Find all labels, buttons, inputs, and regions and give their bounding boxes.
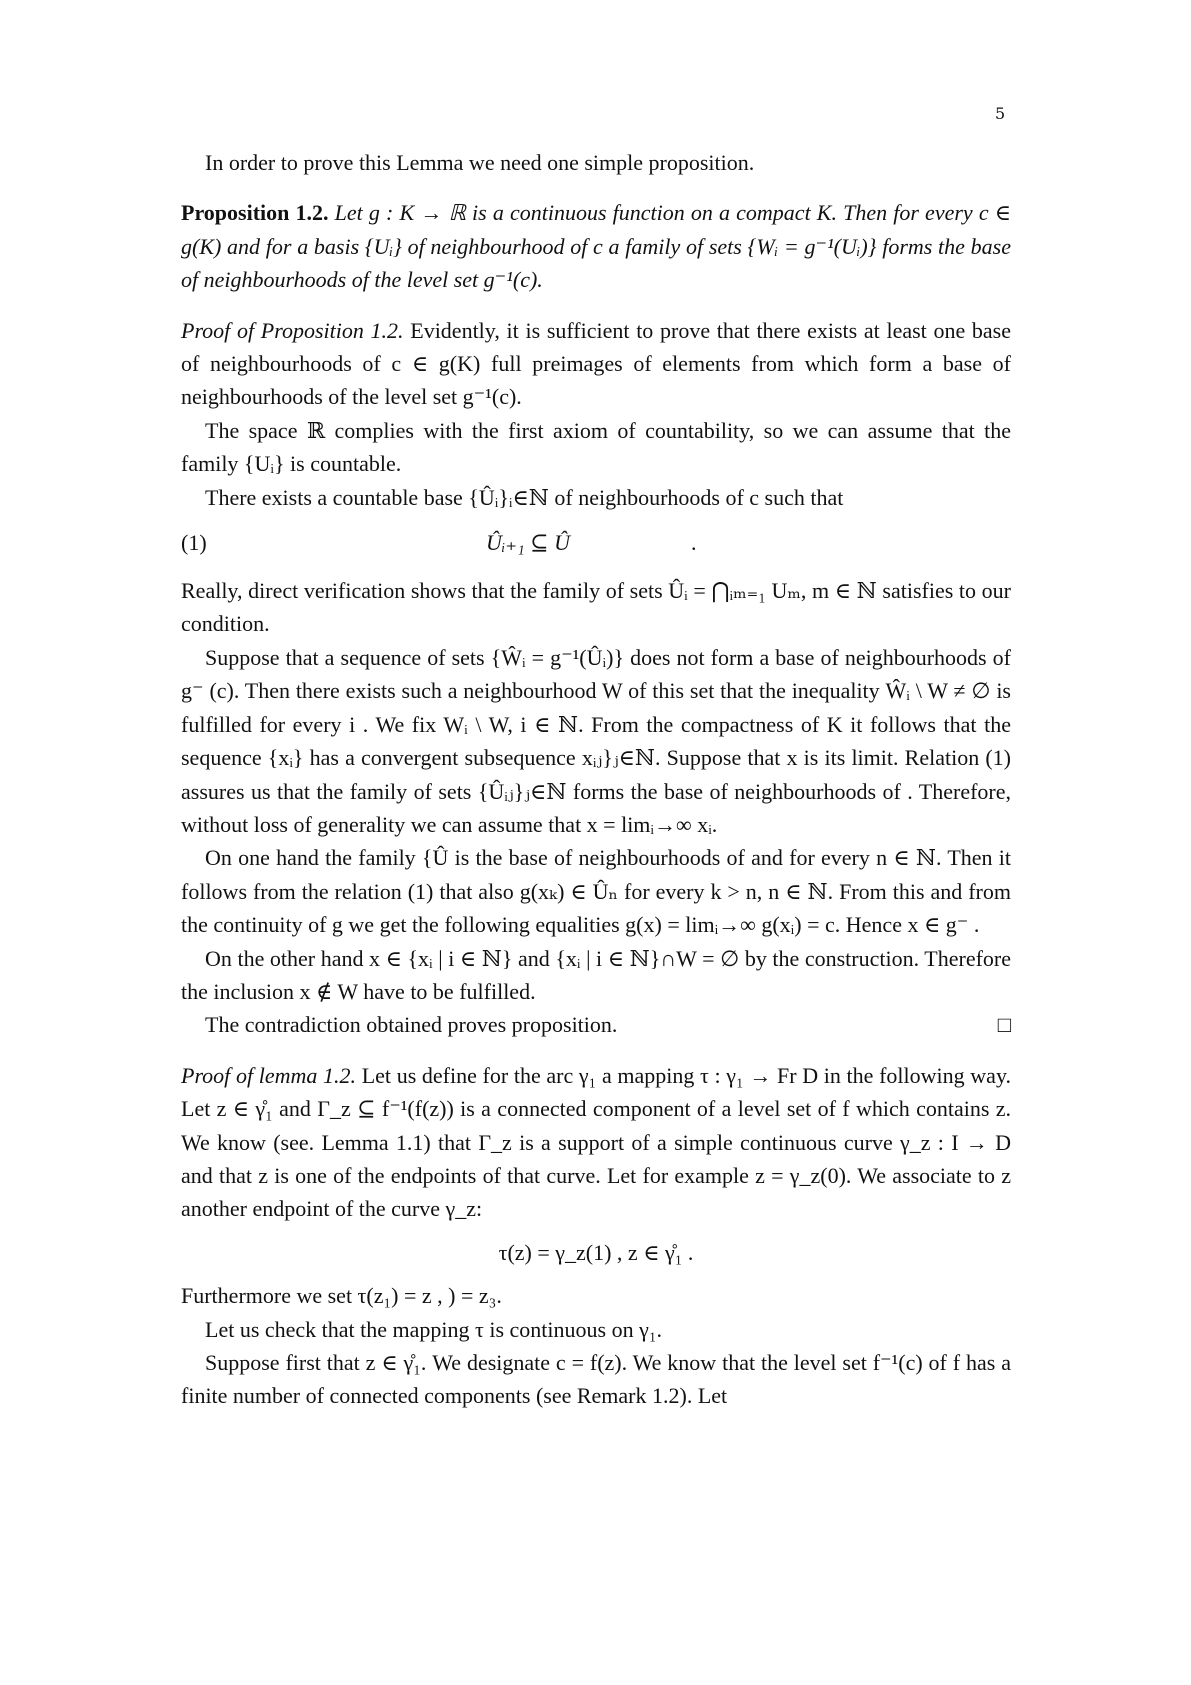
proof-lemma-label: Proof of lemma 1.2.	[181, 1062, 357, 1088]
proof-prop-paragraph-6: On one hand the family {Û is the base of neighbourhoods of and for every n ∈ ℕ. Then it follows from the relation (1) that also g(xₖ) ∈ Ûₙ for every k > n, n ∈ ℕ. From this and from the continuity of g we get the following equalities g(x) = limᵢ→∞ g(xᵢ) = c. Hence x ∈ g⁻ .	[181, 845, 1011, 938]
qed-square-icon: □	[997, 1012, 1011, 1038]
proof-lemma-text-1: Let us define for the arc γ₁ a mapping τ : γ₁ → Fr D in the following way. Let z ∈ γ̊₁ and Γ_z ⊆ f⁻¹(f(z)) is a connected component of a level set of f which contains z. We know (see. Lemma 1.1) that Γ_z is a support of a simple continuous curve γ_z : I → D and that z is one of the endpoints of that curve. Let for example z = γ_z(0). We associate to z another endpoint of the curve γ_z:	[181, 1062, 1012, 1222]
proof-lemma-paragraph-4: Suppose first that z ∈ γ̊₁. We designate c = f(z). We know that the level set f⁻¹(c) of f has a finite number of connected components (see Remark 1.2). Let	[181, 1350, 1011, 1409]
proof-lemma-paragraph-2: Furthermore we set τ(z₁) = z , ) = z₃.	[181, 1283, 502, 1309]
page-number: 5	[995, 104, 1006, 123]
proof-prop-label: Proof of Proposition 1.2.	[181, 317, 404, 343]
proof-prop-paragraph-8: The contradiction obtained proves proposition.	[205, 1012, 618, 1038]
proof-prop-paragraph-3: There exists a countable base {Ûᵢ}ᵢ∈ℕ of neighbourhoods of c such that	[205, 484, 844, 510]
equation-1	[181, 514, 1011, 574]
proof-prop-paragraph-4: Really, direct verification shows that the family of sets Ûᵢ = ⋂ᵢₘ₌₁ Uₘ, m ∈ ℕ satisfies to our condition.	[181, 578, 1011, 637]
proposition-statement: Let g : K → ℝ is a continuous function on a compact K. Then for every c ∈ g(K) and for a basis {Uᵢ} of neighbourhood of c a family of sets {Wᵢ = g⁻¹(Uᵢ)} forms the base of neighbourhoods of the level set g⁻¹(c).	[181, 200, 1011, 293]
proof-lemma-paragraph-3: Let us check that the mapping τ is continuous on γ₁.	[205, 1316, 662, 1342]
equation-body: Ûᵢ₊₁ ⊆ Û	[486, 530, 570, 556]
display-equation-tau: τ(z) = γ_z(1) , z ∈ γ̊₁ .	[498, 1239, 694, 1265]
intro-paragraph: In order to prove this Lemma we need one simple proposition.	[205, 150, 755, 175]
equation-number: (1)	[181, 530, 207, 556]
proof-prop-paragraph-5: Suppose that a sequence of sets {Ŵᵢ = g⁻¹(Ûᵢ)} does not form a base of neighbourhoods of g⁻ (c). Then there exists such a neighbourhood W of this set that the inequality Ŵᵢ \ W ≠ ∅ is fulfilled for every i . We fix Wᵢ \ W, i ∈ ℕ. From the compactness of K it follows that the sequence {xᵢ} has a convergent subsequence xᵢⱼ}ⱼ∈ℕ. Suppose that x is its limit. Relation (1) assures us that the family of sets {Ûᵢⱼ}ⱼ∈ℕ forms the base of neighbourhoods of . Therefore, without loss of generality we can assume that x = limᵢ→∞ xᵢ.	[181, 644, 1011, 837]
page-body	[181, 146, 1011, 1413]
proof-prop-paragraph-7: On the other hand x ∈ {xᵢ | i ∈ ℕ} and {xᵢ | i ∈ ℕ}∩W = ∅ by the construction. Therefore the inclusion x ∉ W have to be fulfilled.	[181, 945, 1011, 1004]
proposition-label: Proposition 1.2.	[181, 200, 329, 226]
proof-lemma-paragraph-1	[181, 1059, 1011, 1226]
proof-prop-paragraph-1	[181, 314, 1011, 414]
proof-prop-paragraph-2: The space ℝ complies with the first axiom of countability, so we can assume that the family {Uᵢ} is countable.	[181, 417, 1011, 477]
proof-prop-text-1: Evidently, it is sufficient to prove that there exists at least one base of neighbourhoods of c ∈ g(K) full preimages of elements from which form a base of neighbourhoods of the level set g⁻¹(c).	[181, 317, 1012, 410]
proposition-1-2	[181, 196, 1011, 296]
equation-period: .	[691, 530, 697, 556]
proof-end-row	[181, 1008, 1011, 1041]
